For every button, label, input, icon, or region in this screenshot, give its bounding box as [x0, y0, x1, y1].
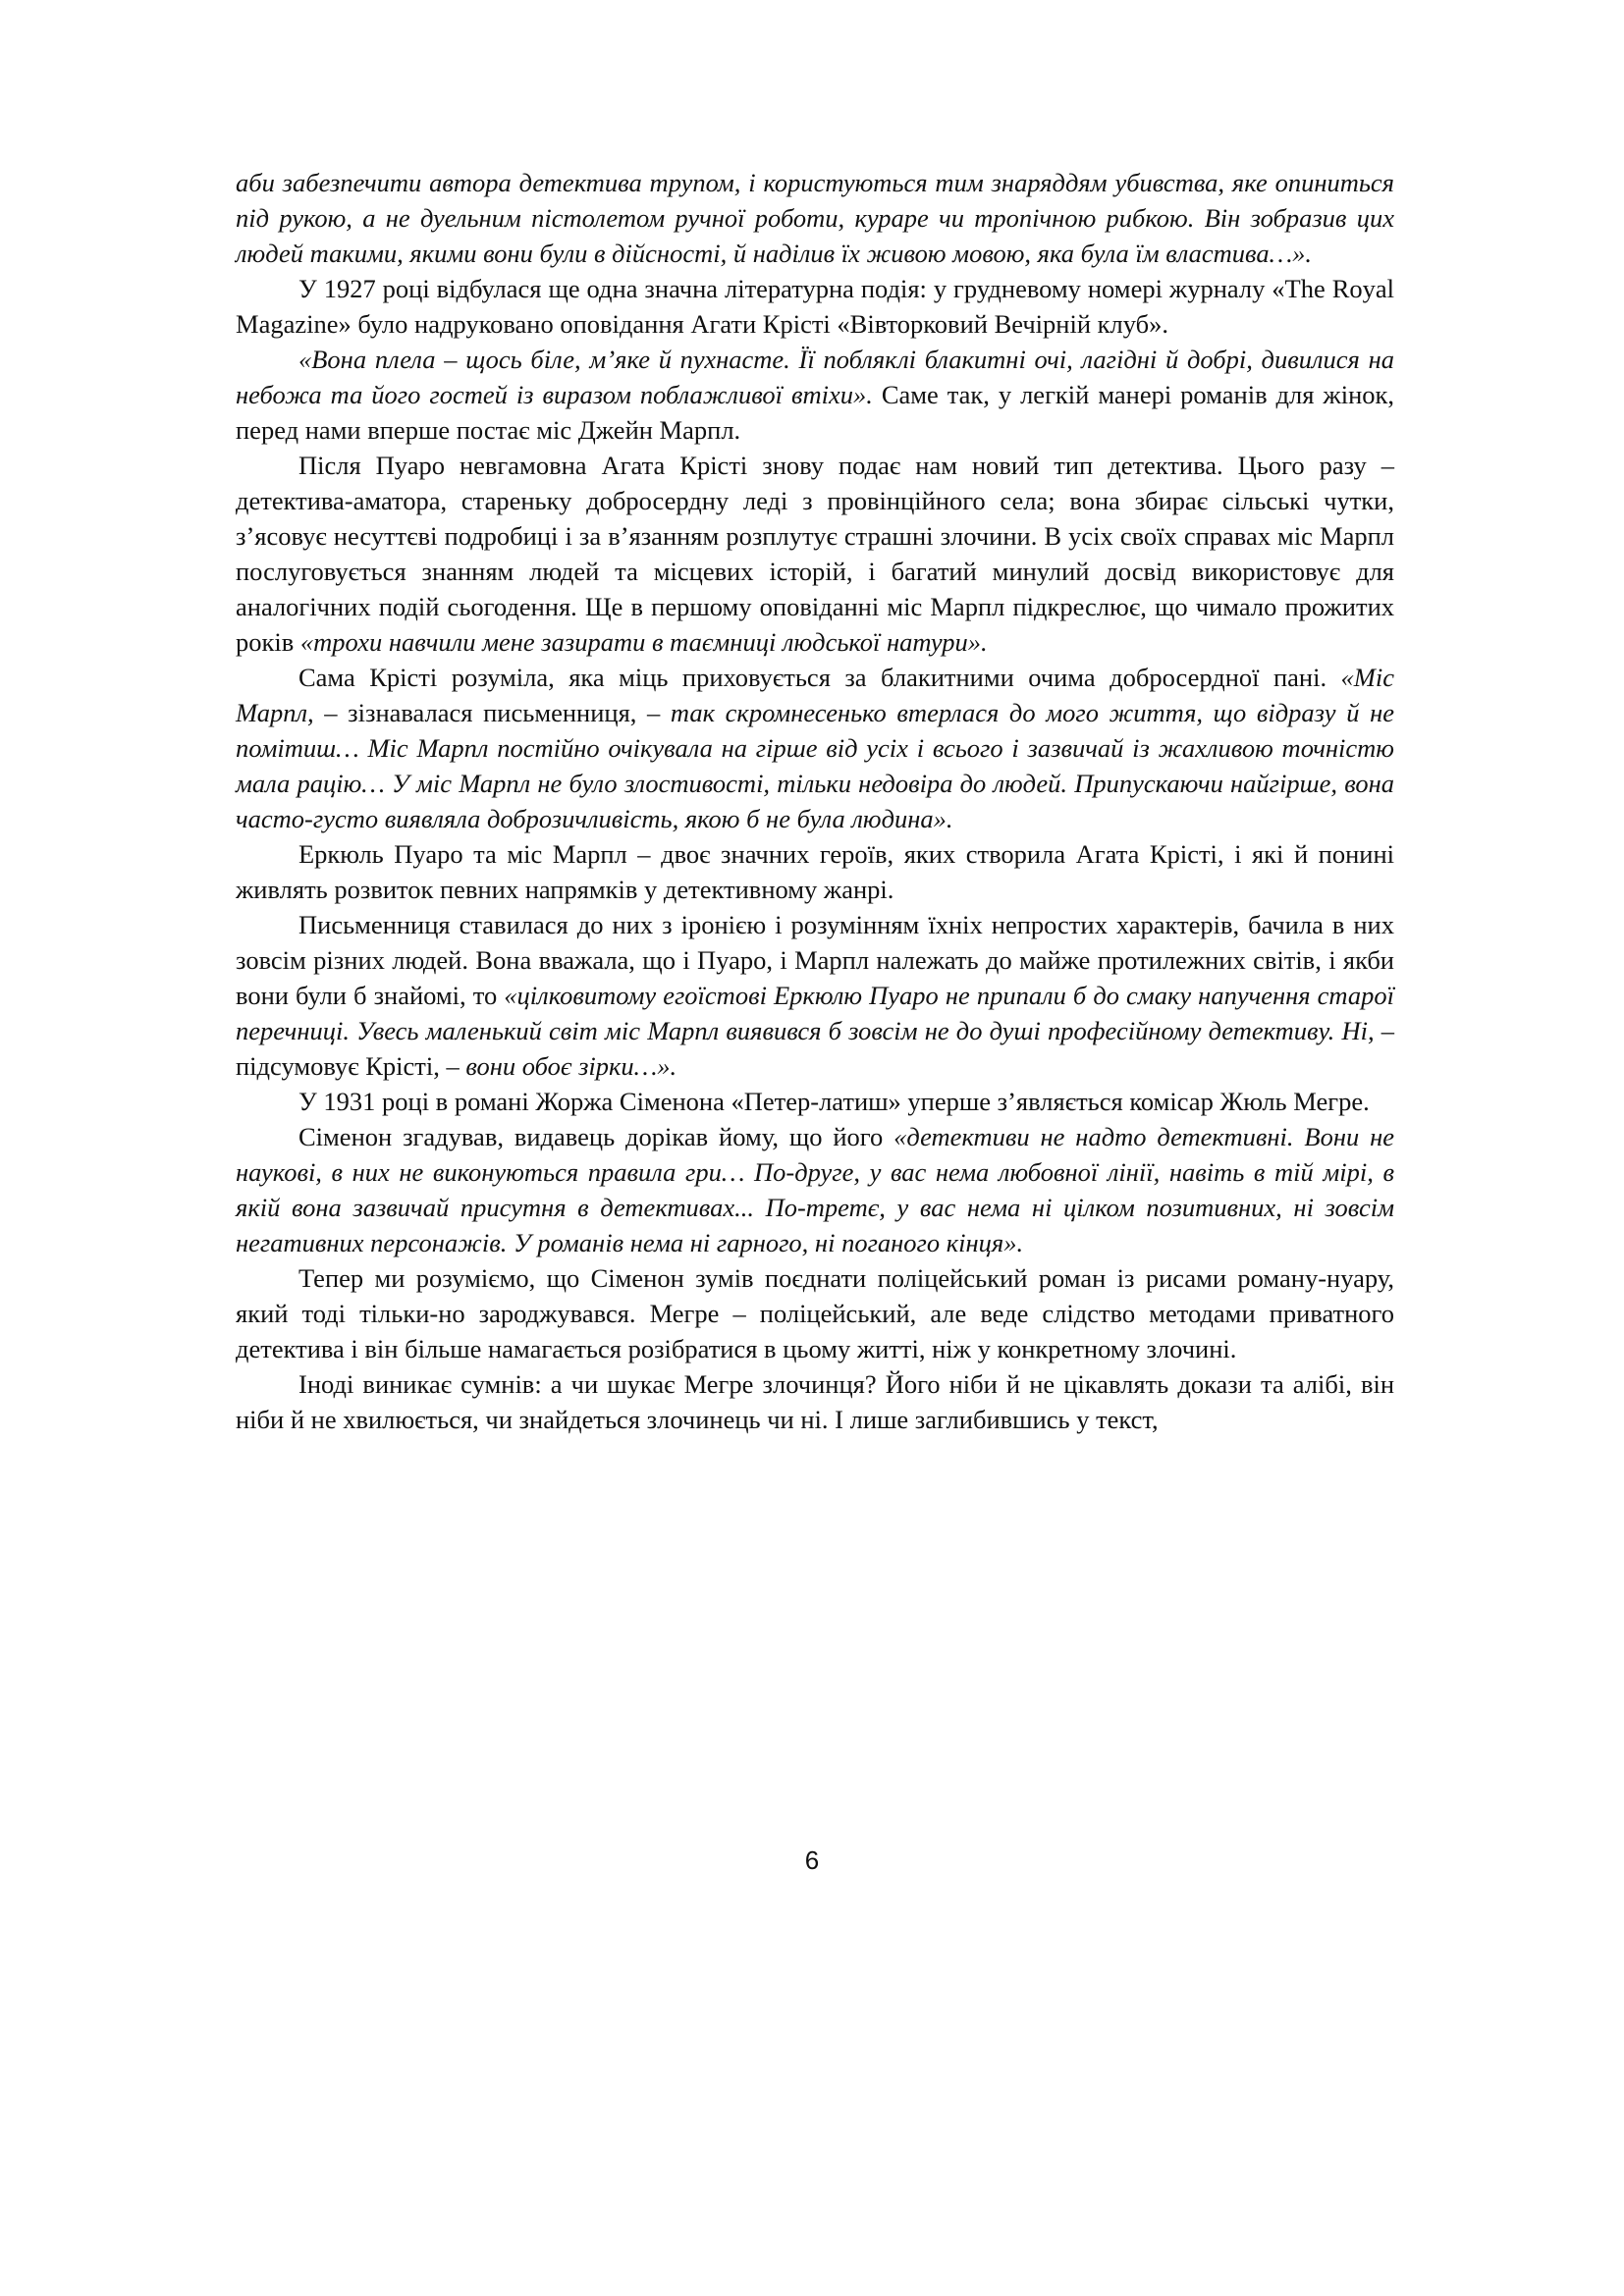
paragraph-text: У 1931 році в романі Жоржа Сіменона «Петер-латиш» уперше з’являється комісар Жюль Мегре.: [298, 1087, 1370, 1116]
italic-quote-text: «детективи не надто детективні. Вони не наукові, в них не виконуються правила гри… По-друге, у вас нема любовної лінії, навіть в тій мірі, в якій вона зазвичай присутня в детективах... По-третє, у вас нема ні цілком позитивних, ні зовсім негативних персонажів. У романів нема ні гарного, ні поганого кінця».: [236, 1122, 1395, 1257]
paragraph: [236, 1119, 1394, 1260]
paragraph-text: Письменниця ставилася до них з іронією і розумінням їхніх непростих характерів, бачила в них зовсім різних людей. Вона вважала, що і Пуаро, і Марпл належать до майже протилежних світів, і якби вони були б знайомі, то: [236, 910, 1394, 1010]
paragraph-text: Іноді виникає сумнів: а чи шукає Мегре злочинця? Його ніби й не цікавлять докази та алібі, він ніби й не хвилюється, чи знайдеться злочинець чи ні. І лише заглибившись у текст,: [236, 1369, 1394, 1434]
paragraph-text: Саме так, у легкій манері романів для жінок, перед нами вперше постає міс Джейн Марпл.: [236, 380, 1395, 445]
page-body: [236, 165, 1394, 1437]
paragraph-text: Після Пуаро невгамовна Агата Крісті знову подає нам новий тип детектива. Цього разу – детектива-аматора, стареньку добросердну леді з провінційного села; вона збирає сільські чутки, з’ясовує несуттєві подробиці і за в’язанням розплутує страшні злочини. В усіх своїх справах міс Марпл послуговується знанням людей та місцевих історій, і багатий минулий досвід використовує для аналогічних подій сьогодення. Ще в першому оповіданні міс Марпл підкреслює, що чимало прожитих років: [236, 451, 1394, 657]
italic-quote-text: так скромнесенько втерлася до мого життя, що відразу й не помітиш… Міс Марпл постійно очікувала на гірше від усіх і всього і зазвичай із жахливою точністю мала рацію… У міс Марпл не було злостивості, тільки недовіра до людей. Припускаючи найгірше, вона часто-густо виявляла доброзичливість, якою б не була людина».: [236, 698, 1394, 833]
paragraph-text: Сіменон згадував, видавець дорікав йому, що його: [298, 1122, 894, 1151]
paragraph: [236, 660, 1394, 836]
italic-quote-text: аби забезпечити автора детектива трупом, і користуються тим знаряддям убивства, яке опиниться під рукою, а не дуельним пістолетом ручної роботи, кураре чи тропічною рибкою. Він зобразив цих людей такими, якими вони були в дійсності, й наділив їх живою мовою, яка була їм властива…».: [236, 168, 1394, 268]
paragraph-text: Сама Крісті розуміла, яка міць приховується за блакитними очима добросердної пані.: [298, 663, 1341, 692]
paragraph: [236, 1260, 1394, 1366]
paragraph: [236, 1366, 1394, 1437]
paragraph-text: зізнавалася письменниця, –: [337, 698, 671, 727]
paragraph-text: У 1927 році відбулася ще одна значна літературна подія: у грудневому номері журналу «The Royal Magazine» було надруковано оповідання Агати Крісті «Вівторковий Вечірній клуб».: [236, 274, 1394, 339]
page-number: 6: [804, 1845, 820, 1875]
paragraph: [236, 342, 1394, 448]
paragraph-text: Тепер ми розуміємо, що Сіменон зумів поєднати поліцейський роман із рисами роману-нуару, який тоді тільки-но зароджувався. Мегре – поліцейський, але веде слідство методами приватного детектива і він більше намагається розібратися в цьому житті, ніж у конкретному злочині.: [236, 1263, 1394, 1363]
paragraph-text: Еркюль Пуаро та міс Марпл – двоє значних героїв, яких створила Агата Крісті, і які й понині живлять розвиток певних напрямків у детективному жанрі.: [236, 839, 1394, 904]
paragraph: [236, 907, 1394, 1084]
paragraph: [236, 1084, 1394, 1119]
paragraph: [236, 836, 1394, 907]
paragraph: [236, 448, 1394, 660]
italic-quote-text: «цілковитому егоїстові Еркюлю Пуаро не припали б до смаку напучення старої перечниці. Увесь маленький світ міс Марпл виявився б зовсім не до душі професійному детективу. Ні,: [236, 981, 1394, 1045]
paragraph: [236, 165, 1394, 271]
italic-quote-text: вони обоє зірки…».: [465, 1051, 677, 1081]
italic-quote-text: «Міс Марпл, –: [236, 663, 1394, 727]
italic-quote-text: «трохи навчили мене зазирати в таємниці людської натури».: [299, 627, 988, 657]
paragraph: [236, 271, 1394, 342]
italic-quote-text: «Вона плела – щось біле, м’яке й пухнасте. Її побляклі блакитні очі, лагідні й добрі, дивилися на небожа та його гостей із виразом поблажливої втіхи».: [236, 345, 1394, 409]
paragraph-text: – підсумовує Крісті, –: [236, 1016, 1395, 1081]
